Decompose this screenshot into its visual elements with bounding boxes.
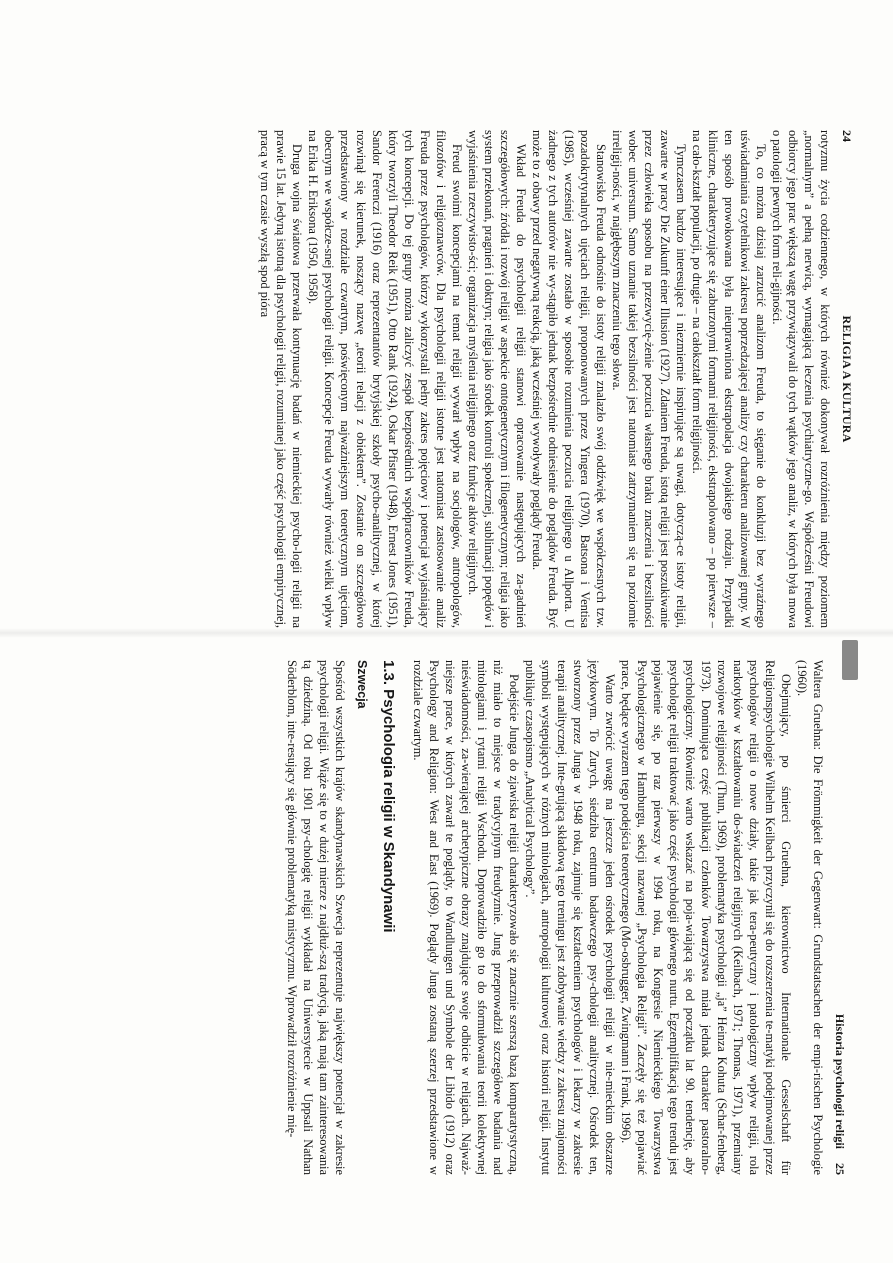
paragraph: Druga wojna światowa przerwała kontynuację badań w niemieckiej psycho-logii religii na prawie 15 lat. Jedyną istotną dla psychologii religii, rozumianej jako część psychologii empirycznej, pracą w tym czasie wyszłą spod pióra xyxy=(258,130,304,628)
book-gutter-shadow xyxy=(0,628,893,638)
paragraph: Waltera Gruehna: Die Frömmigkeit der Gegenwart: Grundstatsachen der empi-rischen Psychologie (1960). xyxy=(795,660,825,1175)
left-page-body xyxy=(257,130,833,628)
section-heading: 1.3. Psychologia religii w Skandynawii xyxy=(380,660,397,933)
left-running-header xyxy=(833,130,855,628)
paragraph: rotyzmu życia codziennego, w których również dokonywał rozróżnienia między poziomem „normalnym” a pełną nerwicą, wymagającą leczenia psychiatryczne-go. Współcześni Freudowi odbiorcy jego prac większą wagę przywiązywali do tych wątków jego analiz, w których była mowa o patologii pewnych form reli-gijności. xyxy=(770,130,832,628)
paragraph: Obejmujący, po śmierci Gruehna, kierownictwo Internationale Gesselschaft für Religionspsychologie Wilhelm Keilbach przyczynił się do rozszerzenia te-matyki podejmowanej przez psychologów religii o nowe działy, takie jak tera-peutyczny i patologiczny wpływ religii, rola narkotyków w kształtowaniu do-świadczeń religijnych (Keilbach, 1971; Thomas, 1971), przemiany rozwojowe religijności (Thun, 1969), problematyka psychologii „ja” Heinza Kohuta (Schar-fenberg, 1973). Dominująca część publikacji członków Towarzystwa miała jednak charakter pastoralno-psychologiczny. Również warto wskazać na poja-wiającą się od początku lat 90. tendencję, aby psychologię religii traktować jako część psychologii głównego nurtu. Egzemplifikacją tego trendu jest pojawienie się, po raz pierwszy w 1994 roku, na Kongresie Niemieckiego Towarzystwa Psychologicznego w Hamburgu, sekcji nazwanej „Psychologia Religii”. Zaczęły się też pojawiać prace, będące wyrazem tego podejścia teoretycznego (Mo-osbrugger, Zwingmann i Frank, 1996). xyxy=(619,660,793,1175)
paragraph: Freud swoimi koncepcjami na temat religii wywarł wpływ na socjologów, antropologów, filozofów i religioznawców. Dla psychologii religii istotne jest natomiast zastosowanie analiz Freuda przez psychologów, którzy wykorzystali pełny zakres pojęciowy i potencjał wyjaśniający tych koncepcji. Do tej grupy można zaliczyć zespół bezpośrednich współpracowników Freuda, który tworzyli Theodor Reik (1951), Otto Rank (1924), Oskar Pfister (1948), Ernest Jones (1951), Sandor Ferenczi (1916) oraz reprezentantów brytyjskiej szkoły psycho-analitycznej, w której rozwinął się kierunek, noszący nazwę „teorii relacji z obiektem”. Zostanie on szczegółowo przedstawiony w rozdziale czwartym, poświęconym najważniejszym teoretycznym ujęciom, obecnym we współcze-snej psychologii religii. Koncepcje Freuda wywarły również wielki wpływ na Erika H. Eriksona (1950, 1958). xyxy=(306,130,464,628)
paragraph: Wkład Freuda do psychologii religii stanowi opracowanie następujących za-gadnień szczegółowych: źródła i rozwój religii w aspekcie ontogenetycznym i filogenetycznym; religia jako system przekonań, pragnień i doktryn; religia jako środek kontroli społecznej, sublimacji popędów i wyjaśnienia rzeczywisto-ści; organizacja myślenia religijnego oraz funkcje aktów religijnych. xyxy=(466,130,528,628)
right-page-body xyxy=(284,660,826,1175)
right-running-title: Historia psychologii religii xyxy=(833,1013,847,1149)
right-page-number: 25 xyxy=(833,1163,847,1175)
right-page xyxy=(285,660,848,1175)
left-page-number: 24 xyxy=(840,130,854,142)
paragraph: Tymczasem bardzo interesujące i niezmiernie inspirujące są uwagi, dotyczą-ce istoty religii, zawarte w pracy Die Zukunft einer Illusion (1927). Zdaniem Freuda, istotą religii jest poszukiwanie przez człowieka sposobu na przezwycię-żenie poczucia własnego braku znaczenia i bezsilności wobec universum. Samo uznanie takiej bezsilności jest natomiast zatrzymaniem się na poziomie irreligij-ności, w najgłębszym znaczeniu tego słowa. xyxy=(610,130,688,628)
paragraph: Podejście Junga do zjawiska religii charakteryzowało się znacznie szerszą bazą komparatystyczną, niż miało to miejsce w tradycyjnym freudyzmie. Jung przeprowadził szczegółowe badania nad mitologiami i rytami religii Wschodu. Doprowadziło go to do sformułowania teorii kolektywnej nieświadomości, za-wierającej archetypiczne obrazy znajdujące swoje odbicie w religiach. Najważ-niejsze prace, w których zawarł te poglądy, to Wandlungen und Symbole der Libido (1912) oraz Psychology and Religion: West and East (1969). Poglądy Junga zostaną szerzej przedstawione w rozdziale czwartym. xyxy=(411,660,521,1175)
subsection-heading: Szwecja xyxy=(355,660,369,709)
right-running-header xyxy=(826,660,848,1175)
paragraph: Stanowisko Freuda odnośnie do istoty religii znalazło swój oddźwięk we współczesnych tzw. pozadokrytynalnych ujęciach religii, proponowanych przez Yingera (1970), Batsona i Ventisa (1985), wcześniej zawarte zostało w sposobie rozumienia poczucia religijnego u Allporta. U żadnego z tych autorów nie wy-stąpiło jednak bezpośrednie odniesienie do poglądów Freuda. Być może to z obawy przed negatywną reakcją, jaką wcześniej wywoływały poglądy Freuda. xyxy=(530,130,608,628)
left-page xyxy=(258,130,855,628)
paragraph: To, co można dzisiaj zarzucić analizom Freuda, to sięganie do konkluzji bez wyraźnego uświadamiania czytelnikowi zakresu poprzedzającej analizy czy charakteru analizowanej grupy. W ten sposób prowokowana była nieuprawniona ekstrapolacja dwojakiego rodzaju. Przypadki kliniczne, charakteryzujące się zaburzonymi formami religijności, ekstrapolowano – po pierwsze – na cało-kształt populacji, po drugie – na całokształt form religijności. xyxy=(690,130,768,628)
paragraph: Warto zwrócić uwagę na jeszcze jeden ośrodek psychologii religii w nie-mieckim obszarze językowym. To Zurych, siedziba centrum badawczego psy-chologii analitycznej. Ośrodek ten, stworzony przez Junga w 1948 roku, zajmuje się kształceniem psychologów i lekarzy w zakresie terapii analitycznej. Inte-grującą składową tego treningu jest zdobywanie wiedzy z zakresu znajomości symboli występujących w różnych mitologiach, antropologii kulturowej oraz historii religii. Instytut publikuje czasopismo „Analytical Psychology”. xyxy=(523,660,617,1175)
left-running-title: RELIGIA A KULTURA xyxy=(840,315,854,443)
paragraph: Spośród wszystkich krajów skandynawskich Szwecja reprezentuje największy potencjał w zakresie psychologii religii. Wiąże się to w dużej mierze z najdłuż-szą tradycją, jaką mają tam zainteresowania tą dziedziną. Od roku 1901 psy-chologię religii wykładał na Uniwersytecie w Uppsali Nathan Söderblom, inte-resujący się głównie problematyką mistycyzmu. Wprowadził rozróżnienie mię- xyxy=(285,660,347,1175)
